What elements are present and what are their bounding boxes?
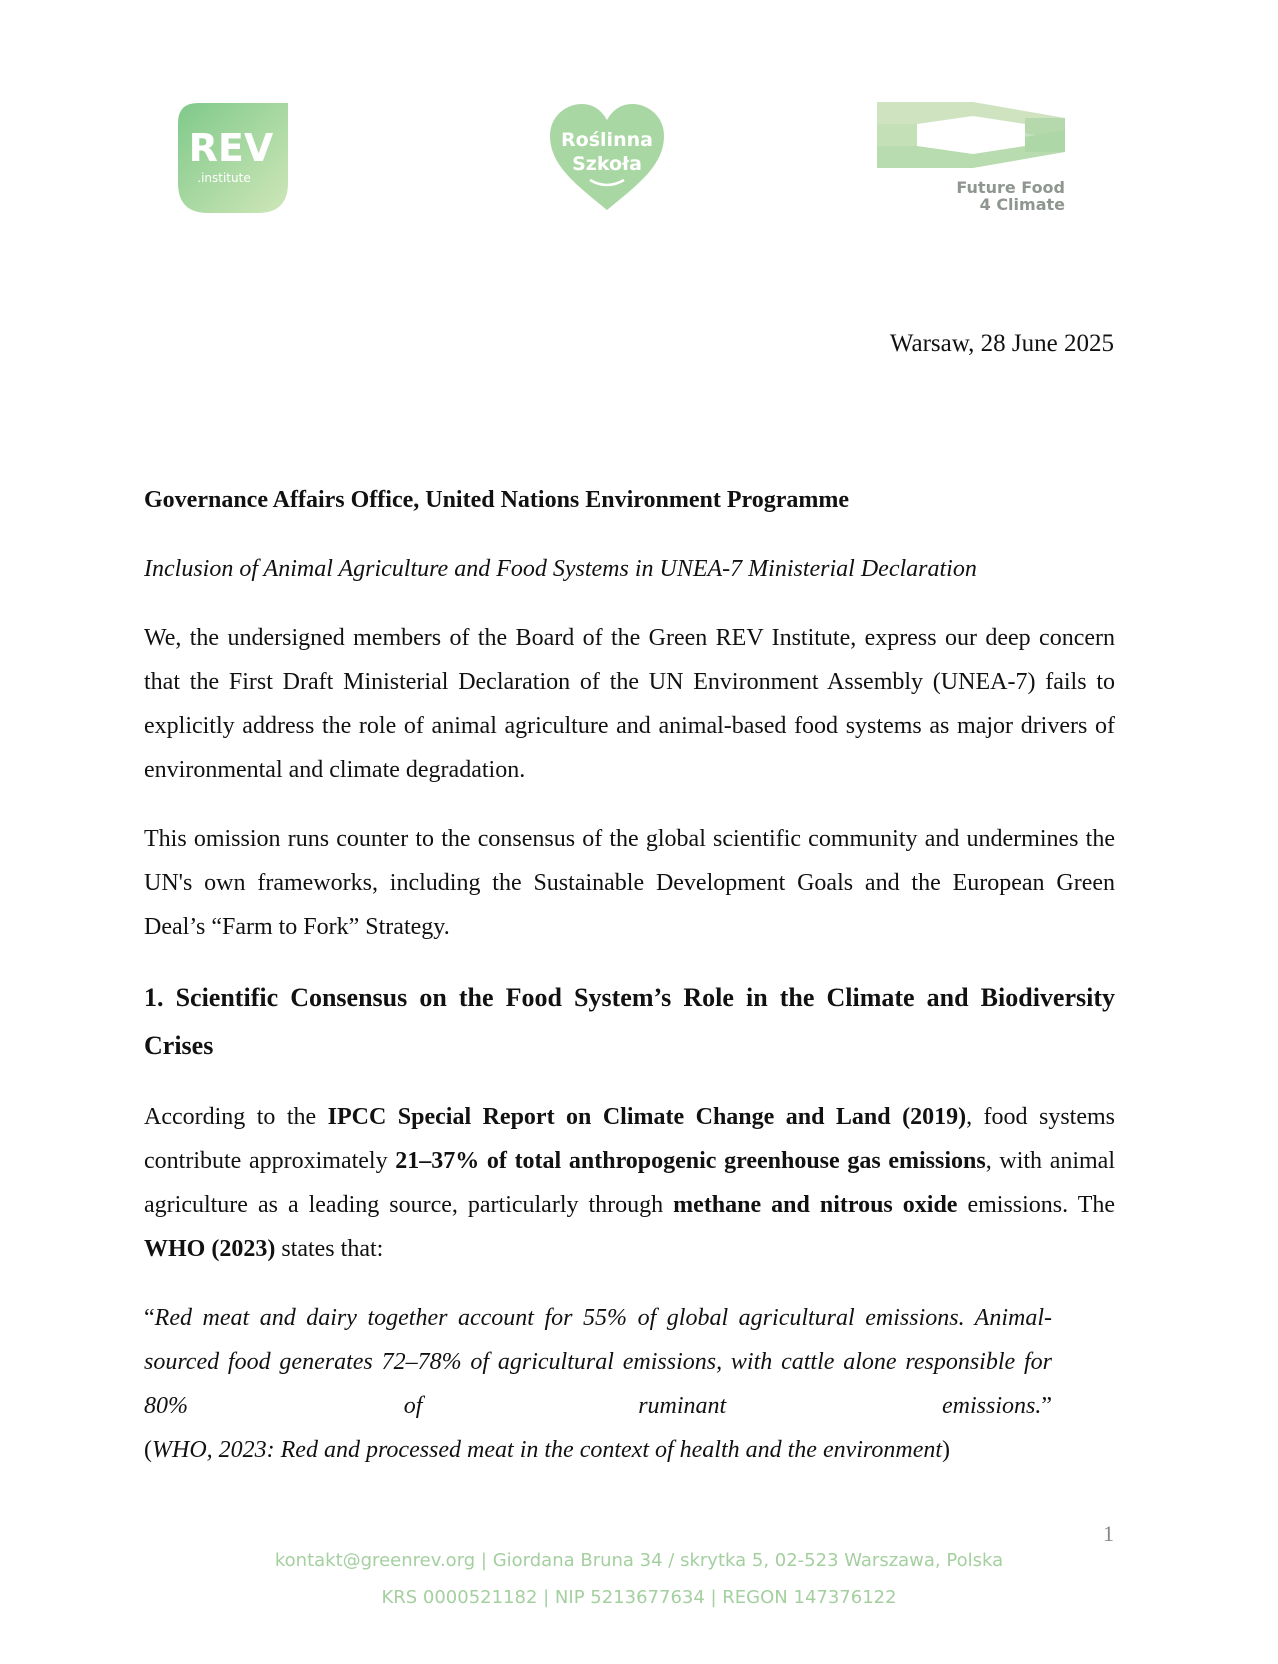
paragraph-concern: We, the undersigned members of the Board of the Green REV Institute, express our deep concern that the First Draft Ministerial Declaration of the UN Environment Assembly (UNEA-7) fails to explicitly address the role of animal agriculture and animal-based food systems as major drivers of environmental and climate degradation.	[144, 625, 1115, 783]
methane-nitrous-oxide: methane and nitrous oxide	[673, 1192, 958, 1218]
quote-source: (WHO, 2023: Red and processed meat in the context of health and the environment)	[144, 1437, 951, 1463]
subject-line: Inclusion of Animal Agriculture and Food Systems in UNEA-7 Ministerial Declaration	[144, 556, 977, 582]
letter-date: Warsaw, 28 June 2025	[889, 330, 1114, 357]
heart-logo-shape	[548, 104, 666, 212]
rev-institute-logo	[178, 103, 288, 213]
page-number: 1	[1103, 1521, 1114, 1546]
ipcc-report-ref: IPCC Special Report on Climate Change and Land (2019)	[327, 1104, 967, 1130]
paragraph-omission: This omission runs counter to the consensus of the global scientific community and undermines the UN's own frameworks, including the Sustainable Development Goals and the European Green Deal’s “Farm to Fork” Strategy.	[144, 826, 1115, 940]
footer-contact: kontakt@greenrev.org | Giordana Bruna 34 / skrytka 5, 02-523 Warszawa, Polska	[274, 1550, 1004, 1571]
rev-logo-shape	[178, 103, 288, 213]
quote-text: “Red meat and dairy together account for 55% of global agricultural emissions. Animal-sourced food generates 72–78% of agricultural emissions, with cattle alone responsible for 80% of ruminant emissions.”	[144, 1305, 1052, 1419]
addressee-line: Governance Affairs Office, United Nations Environment Programme	[144, 487, 850, 513]
svg-text:REV: REV	[188, 126, 274, 170]
svg-text:.institute: .institute	[197, 171, 251, 185]
paragraph-ipcc: According to the IPCC Special Report on Climate Change and Land (2019), food systems contribute approximately 21–37% of total anthropogenic greenhouse gas emissions, with animal agriculture as a leading source, particularly through methane and nitrous oxide emissions. The WHO (2023) states that:	[144, 1104, 1116, 1262]
who-ref: WHO (2023)	[144, 1236, 276, 1262]
svg-text:Roślinna: Roślinna	[561, 129, 653, 151]
ff-logo-line1: Future Food	[956, 178, 1065, 197]
footer-registry: KRS 0000521182 | NIP 5213677634 | REGON 147376122	[381, 1587, 897, 1608]
ff-logo-line2: 4 Climate	[979, 195, 1065, 214]
ribbon-logo-shape	[877, 102, 1065, 172]
letter-body	[144, 478, 1115, 1472]
svg-text:Szkoła: Szkoła	[572, 153, 642, 175]
future-food-4-climate-logo	[877, 102, 1065, 214]
who-quote	[144, 1296, 1052, 1472]
roslinna-szkola-logo	[548, 104, 666, 212]
emissions-share: 21–37% of total anthropogenic greenhouse gas emissions	[395, 1148, 986, 1174]
section-heading-1: 1. Scientific Consensus on the Food System’s Role in the Climate and Biodiversity Crises	[144, 983, 1115, 1060]
